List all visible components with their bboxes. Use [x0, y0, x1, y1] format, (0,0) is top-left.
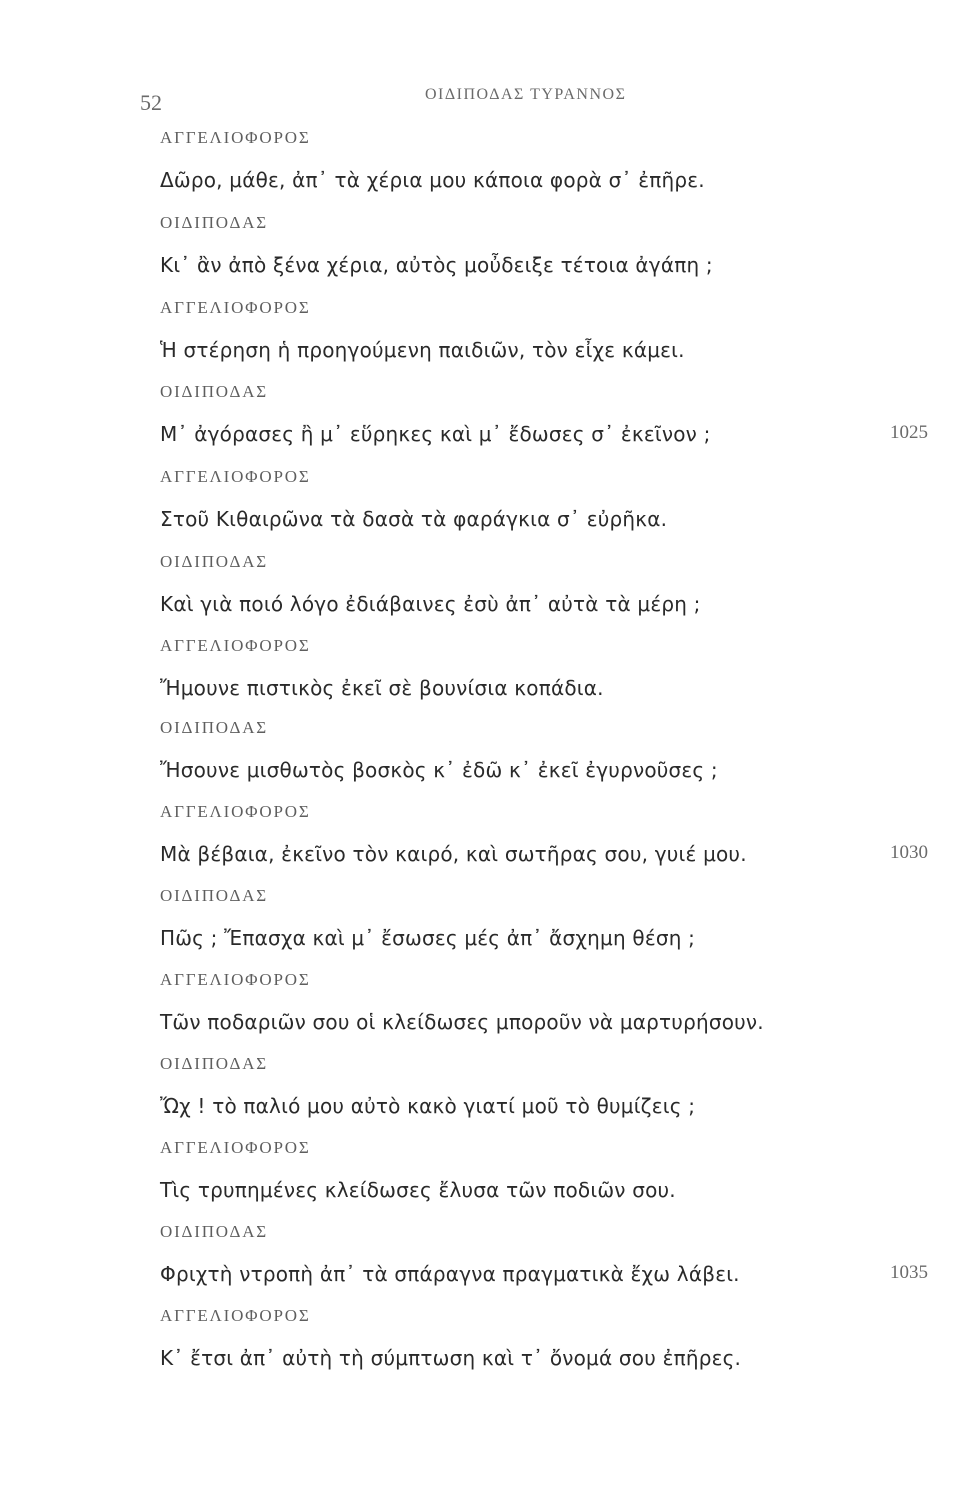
dialogue-exchange: [160, 1306, 960, 1396]
speaker-name: ΑΓΓΕΛΙΟΦΟΡΟΣ: [160, 970, 311, 989]
dialogue-exchange: [160, 970, 960, 1060]
dialogue-exchange: [160, 552, 960, 642]
verse-line: Δῶρο, μάθε, ἀπ᾿ τὰ χέρια μου κάποια φορὰ σ᾿ ἐπῆρε.: [160, 168, 705, 192]
verse-line: Μὰ βέβαια, ἐκεῖνο τὸν καιρό, καὶ σωτῆρας σου, γυιέ μου.: [160, 842, 747, 866]
verse-line: Κι᾿ ἂν ἀπὸ ξένα χέρια, αὐτὸς μοὖδειξε τέτοια ἀγάπη ;: [160, 253, 713, 277]
dialogue-exchange: [160, 636, 960, 726]
dialogue-exchange: [160, 1054, 960, 1144]
line-number: 1030: [890, 842, 928, 863]
verse-line: Φριχτὴ ντροπὴ ἀπ᾿ τὰ σπάραγνα πραγματικὰ ἔχω λάβει.: [160, 1262, 740, 1286]
page-header: [140, 80, 840, 120]
speaker-name: ΑΓΓΕΛΙΟΦΟΡΟΣ: [160, 1306, 311, 1325]
verse-line: Πῶς ; Ἔπασχα καὶ μ᾿ ἔσωσες μές ἀπ᾿ ἄσχημη θέση ;: [160, 926, 696, 950]
speaker-name: ΟΙΔΙΠΟΔΑΣ: [160, 1054, 268, 1073]
speaker-name: ΟΙΔΙΠΟΔΑΣ: [160, 718, 268, 737]
line-number: 1035: [890, 1262, 928, 1283]
running-title: ΟΙΔΙΠΟΔΑΣ ΤΥΡΑΝΝΟΣ: [425, 86, 627, 103]
verse-line: Ὤχ ! τὸ παλιό μου αὐτὸ κακὸ γιατί μοῦ τὸ θυμίζεις ;: [160, 1094, 696, 1118]
speaker-name: ΑΓΓΕΛΙΟΦΟΡΟΣ: [160, 636, 311, 655]
speaker-name: ΑΓΓΕΛΙΟΦΟΡΟΣ: [160, 298, 311, 317]
verse-line: Μ᾿ ἀγόρασες ἢ μ᾿ εὕρηκες καὶ μ᾿ ἔδωσες σ᾿ ἐκεῖνον ;: [160, 422, 711, 446]
speaker-name: ΑΓΓΕΛΙΟΦΟΡΟΣ: [160, 1138, 311, 1157]
verse-line: Ἡ στέρηση ἡ προηγούμενη παιδιῶν, τὸν εἶχε κάμει.: [160, 338, 685, 362]
dialogue-exchange: [160, 718, 960, 808]
speaker-name: ΟΙΔΙΠΟΔΑΣ: [160, 1222, 268, 1241]
verse-line: Ἤσουνε μισθωτὸς βοσκὸς κ᾿ ἐδῶ κ᾿ ἐκεῖ ἐγυρνοῦσες ;: [160, 758, 718, 782]
dialogue-exchange: [160, 1138, 960, 1228]
page-number: 52: [140, 90, 162, 115]
dialogue-exchange: [160, 213, 960, 303]
speaker-name: ΑΓΓΕΛΙΟΦΟΡΟΣ: [160, 128, 311, 147]
dialogue-exchange: [160, 1222, 960, 1312]
dialogue-exchange: [160, 128, 960, 218]
speaker-name: ΟΙΔΙΠΟΔΑΣ: [160, 213, 268, 232]
verse-line: Στοῦ Κιθαιρῶνα τὰ δασὰ τὰ φαράγκια σ᾿ εὐρῆκα.: [160, 507, 668, 531]
verse-line: Τῶν ποδαριῶν σου οἱ κλείδωσες μποροῦν νὰ μαρτυρήσουν.: [160, 1010, 764, 1034]
verse-line: Καὶ γιὰ ποιό λόγο ἐδιάβαινες ἐσὺ ἀπ᾿ αὐτὰ τὰ μέρη ;: [160, 592, 701, 616]
speaker-name: ΟΙΔΙΠΟΔΑΣ: [160, 886, 268, 905]
dialogue-exchange: [160, 298, 960, 388]
verse-line: Τὶς τρυπημένες κλείδωσες ἔλυσα τῶν ποδιῶν σου.: [160, 1178, 676, 1202]
verse-line: Κ᾿ ἔτσι ἀπ᾿ αὐτὴ τὴ σύμπτωση καὶ τ᾿ ὄνομά σου ἐπῆρες.: [160, 1346, 742, 1370]
speaker-name: ΑΓΓΕΛΙΟΦΟΡΟΣ: [160, 802, 311, 821]
dialogue-exchange: [160, 802, 960, 892]
speaker-name: ΟΙΔΙΠΟΔΑΣ: [160, 382, 268, 401]
line-number: 1025: [890, 422, 928, 443]
speaker-name: ΟΙΔΙΠΟΔΑΣ: [160, 552, 268, 571]
verse-line: Ἤμουνε πιστικὸς ἐκεῖ σὲ βουνίσια κοπάδια.: [160, 676, 604, 700]
speaker-name: ΑΓΓΕΛΙΟΦΟΡΟΣ: [160, 467, 311, 486]
dialogue-exchange: [160, 467, 960, 557]
dialogue-exchange: [160, 382, 960, 472]
dialogue-exchange: [160, 886, 960, 976]
